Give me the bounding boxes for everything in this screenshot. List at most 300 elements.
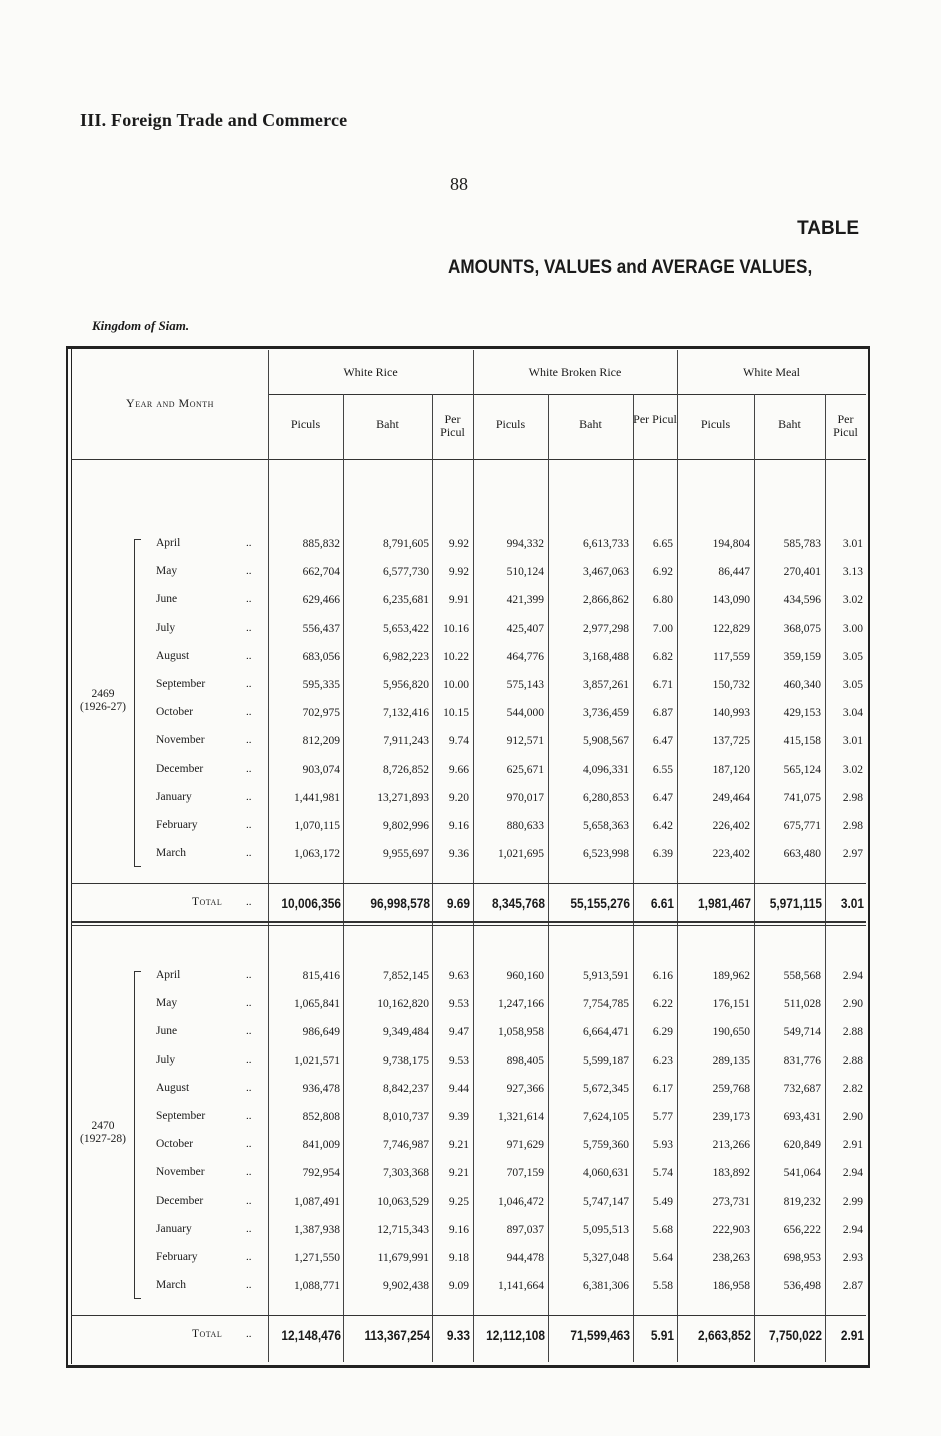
table-cell: 176,151 <box>712 998 750 1011</box>
table-cell: 2.93 <box>842 1252 863 1264</box>
table-cell: 5,095,513 <box>583 1223 629 1236</box>
total-cell: 9.33 <box>446 1327 470 1343</box>
table-cell: 1,271,550 <box>294 1252 340 1264</box>
table-cell: 9.21 <box>448 1167 469 1180</box>
table-cell: 7,852,145 <box>383 970 429 982</box>
leader-dots: .. <box>246 706 252 719</box>
table-cell: 6,381,306 <box>583 1280 629 1293</box>
table-cell: 239,173 <box>712 1111 750 1123</box>
table-cell: 10.00 <box>443 679 469 691</box>
table-cell: 6.16 <box>652 970 673 982</box>
total-cell: 5.91 <box>650 1327 674 1343</box>
year-span-label: (1926-27) <box>80 701 126 714</box>
table-cell: 213,266 <box>712 1139 750 1152</box>
table-cell: 707,159 <box>506 1167 544 1180</box>
table-cell: 831,776 <box>783 1054 821 1067</box>
table-cell: 4,096,331 <box>583 763 629 776</box>
month-label: February <box>156 1251 198 1263</box>
month-label: October <box>156 1138 194 1151</box>
table-cell: 5,658,363 <box>583 820 629 832</box>
table-cell: 249,464 <box>712 791 750 804</box>
leader-dots: .. <box>246 1138 252 1151</box>
table-cell: 3,736,459 <box>583 707 629 720</box>
table-cell: 238,263 <box>712 1252 750 1264</box>
table-cell: 880,633 <box>506 820 544 832</box>
leader-dots: .. <box>246 969 252 981</box>
table-cell: 2.87 <box>842 1280 863 1293</box>
total-cell: 12,148,476 <box>281 1327 341 1343</box>
total-cell: 1,981,467 <box>698 895 751 911</box>
table-cell: 415,158 <box>783 735 821 748</box>
table-cell: 2.88 <box>842 1054 863 1067</box>
year-label: 2469 <box>91 688 115 701</box>
table-cell: 1,088,771 <box>294 1280 340 1293</box>
table-cell: 3.05 <box>842 650 863 663</box>
table-cell: 464,776 <box>506 650 544 663</box>
table-cell: 11,679,991 <box>377 1252 429 1264</box>
total-cell: 12,112,108 <box>486 1327 545 1343</box>
header-bottom-rule <box>71 459 866 460</box>
table-cell: 1,046,472 <box>498 1195 544 1208</box>
table-cell: 6.23 <box>652 1054 673 1067</box>
table-cell: 7,624,105 <box>583 1111 629 1123</box>
table-cell: 194,804 <box>712 538 750 550</box>
table-cell: 6.55 <box>652 763 673 776</box>
year-month-header: Year and Month <box>126 396 214 410</box>
table-cell: 675,771 <box>783 820 821 832</box>
leader-dots: .. <box>246 1251 252 1263</box>
total-cell: 7,750,022 <box>769 1327 822 1343</box>
table-cell: 852,808 <box>302 1111 340 1123</box>
month-label: April <box>156 969 181 981</box>
table-cell: 986,649 <box>302 1026 340 1039</box>
table-cell: 6.22 <box>652 998 673 1011</box>
table-cell: 7,746,987 <box>383 1139 429 1152</box>
table-cell: 6.92 <box>652 566 673 579</box>
table-cell: 971,629 <box>506 1139 544 1152</box>
table-cell: 9.18 <box>448 1252 469 1264</box>
total-cell: 8,345,768 <box>492 895 545 911</box>
table-cell: 5,908,567 <box>583 735 629 748</box>
table-cell: 9,802,996 <box>383 820 429 832</box>
table-cell: 565,124 <box>783 763 821 776</box>
table-cell: 2.82 <box>842 1082 863 1095</box>
group-header: White Meal <box>743 365 800 379</box>
total-cell: 10,006,356 <box>281 895 341 911</box>
table-cell: 1,087,491 <box>294 1195 340 1208</box>
table-label: TABLE <box>797 218 859 239</box>
leader-dots: .. <box>246 621 252 634</box>
month-label: September <box>156 678 206 690</box>
table-cell: 6.71 <box>652 679 673 691</box>
table-cell: 6.39 <box>652 848 673 861</box>
table-cell: 3,168,488 <box>583 650 629 663</box>
table-cell: 625,671 <box>506 763 544 776</box>
table-cell: 683,056 <box>302 650 340 663</box>
table-cell: 903,074 <box>302 763 340 776</box>
table-cell: 9.39 <box>448 1111 469 1123</box>
table-cell: 122,829 <box>712 622 750 635</box>
table-cell: 1,441,981 <box>294 791 340 804</box>
table-cell: 3.01 <box>842 735 863 748</box>
total-cell: 3.01 <box>840 895 864 911</box>
table-cell: 9.16 <box>448 1223 469 1236</box>
table-cell: 6,280,853 <box>583 791 629 804</box>
table-cell: 5,599,187 <box>583 1054 629 1067</box>
year-brace <box>134 971 141 1299</box>
table-cell: 5.49 <box>652 1195 673 1208</box>
table-cell: 511,028 <box>784 998 821 1011</box>
table-cell: 8,842,237 <box>383 1082 429 1095</box>
table-cell: 5.64 <box>652 1252 673 1264</box>
table-cell: 9,738,175 <box>383 1054 429 1067</box>
month-label: June <box>156 1025 178 1038</box>
column-rule <box>268 350 269 1362</box>
table-cell: 6,982,223 <box>383 650 429 663</box>
table-cell: 927,366 <box>506 1082 544 1095</box>
table-cell: 6,235,681 <box>383 594 429 607</box>
table-cell: 541,064 <box>783 1167 821 1180</box>
table-cell: 7,303,368 <box>383 1167 429 1180</box>
month-label: December <box>156 1194 204 1207</box>
table-cell: 3.01 <box>842 538 863 550</box>
table-cell: 812,209 <box>302 735 340 748</box>
table-cell: 9.53 <box>448 998 469 1011</box>
table-cell: 10,162,820 <box>377 998 429 1011</box>
leader-dots: .. <box>246 819 252 831</box>
table-cell: 226,402 <box>712 820 750 832</box>
table-cell: 1,021,695 <box>498 848 544 861</box>
leader-dots: .. <box>246 790 252 803</box>
table-cell: 3,857,261 <box>583 679 629 691</box>
table-cell: 2.98 <box>842 791 863 804</box>
table-cell: 259,768 <box>712 1082 750 1095</box>
leader-dots: .. <box>246 1110 252 1122</box>
table-cell: 143,090 <box>712 594 750 607</box>
total-label: Total <box>192 896 223 908</box>
table-cell: 9.63 <box>448 970 469 982</box>
table-cell: 2.90 <box>842 1111 863 1123</box>
table-cell: 8,726,852 <box>383 763 429 776</box>
table-cell: 5,747,147 <box>583 1195 629 1208</box>
column-header: Piculs <box>700 417 731 431</box>
column-header: Piculs <box>290 417 321 431</box>
table-cell: 3.05 <box>842 679 863 691</box>
column-header: Baht <box>579 417 602 431</box>
month-label: August <box>156 649 190 662</box>
table-cell: 86,447 <box>718 566 750 579</box>
table-cell: 434,596 <box>783 594 821 607</box>
total-cell: 2,663,852 <box>698 1327 751 1343</box>
table-cell: 9.09 <box>448 1280 469 1293</box>
leader-dots: .. <box>246 997 252 1010</box>
leader-dots: .. <box>246 847 252 860</box>
table-cell: 5.74 <box>652 1167 673 1180</box>
table-cell: 186,958 <box>712 1280 750 1293</box>
leader-dots: .. <box>246 734 252 747</box>
table-cell: 9.21 <box>448 1139 469 1152</box>
table-cell: 223,402 <box>712 848 750 861</box>
table-cell: 702,975 <box>302 707 340 720</box>
region-label: Kingdom of Siam. <box>92 318 190 333</box>
leader-dots: .. <box>246 762 252 775</box>
section-heading: III. Foreign Trade and Commerce <box>80 110 348 130</box>
table-cell: 698,953 <box>783 1252 821 1264</box>
leader-dots: .. <box>246 1053 252 1066</box>
table-cell: 9.47 <box>448 1026 469 1039</box>
leader-dots: .. <box>246 565 252 578</box>
table-cell: 994,332 <box>506 538 544 550</box>
table-cell: 6.47 <box>652 791 673 804</box>
table-cell: 575,143 <box>506 679 544 691</box>
table-cell: 9.16 <box>448 820 469 832</box>
table-cell: 885,832 <box>302 538 340 550</box>
table-cell: 9.74 <box>448 735 469 748</box>
table-cell: 187,120 <box>712 763 750 776</box>
table-cell: 6.82 <box>652 650 673 663</box>
table-cell: 2.91 <box>842 1139 863 1152</box>
month-label: March <box>156 1279 187 1292</box>
table-cell: 510,124 <box>506 566 544 579</box>
table-cell: 5.58 <box>652 1280 673 1293</box>
month-label: January <box>156 1222 192 1235</box>
table-cell: 359,159 <box>783 650 821 663</box>
table-cell: 6.17 <box>652 1082 673 1095</box>
table-cell: 13,271,893 <box>377 791 429 804</box>
total-cell: 96,998,578 <box>370 895 430 911</box>
table-cell: 2.94 <box>842 1167 863 1180</box>
table-cell: 936,478 <box>302 1082 340 1095</box>
table-cell: 9.36 <box>448 848 469 861</box>
month-label: November <box>156 734 205 747</box>
month-label: May <box>156 565 178 578</box>
table-cell: 9.25 <box>448 1195 469 1208</box>
table-frame-inner-rule <box>71 346 72 1364</box>
leader-dots: .. <box>246 1025 252 1038</box>
leader-dots: .. <box>246 1081 252 1094</box>
table-cell: 9.20 <box>448 791 469 804</box>
table-cell: 7,754,785 <box>583 998 629 1011</box>
table-cell: 5,956,820 <box>383 679 429 691</box>
leader-dots: .. <box>246 593 252 606</box>
table-cell: 4,060,631 <box>583 1167 629 1180</box>
table-cell: 6.42 <box>652 820 673 832</box>
table-cell: 620,849 <box>783 1139 821 1152</box>
table-cell: 5.68 <box>652 1223 673 1236</box>
table-cell: 5.93 <box>652 1139 673 1152</box>
table-cell: 8,010,737 <box>383 1111 429 1123</box>
table-cell: 3.13 <box>842 566 863 579</box>
leader-dots: .. <box>246 537 252 549</box>
table-cell: 1,247,166 <box>498 998 544 1011</box>
total-cell: 55,155,276 <box>570 895 630 911</box>
table-cell: 9.66 <box>448 763 469 776</box>
column-header: Baht <box>376 417 399 431</box>
leader-dots: .. <box>246 1279 252 1292</box>
table-cell: 425,407 <box>506 622 544 635</box>
table-cell: 9,349,484 <box>383 1026 429 1039</box>
table-cell: 421,399 <box>506 594 544 607</box>
table-cell: 5,913,591 <box>583 970 629 982</box>
table-cell: 544,000 <box>506 707 544 720</box>
table-cell: 7,132,416 <box>383 707 429 720</box>
month-label: February <box>156 819 198 831</box>
table-cell: 3,467,063 <box>583 566 629 579</box>
table-cell: 6,523,998 <box>583 848 629 861</box>
column-header: Baht <box>778 417 801 431</box>
total-cell: 2.91 <box>840 1327 864 1343</box>
table-cell: 5.77 <box>652 1111 673 1123</box>
leader-dots: .. <box>246 649 252 662</box>
total-label: Total <box>192 1328 223 1340</box>
table-cell: 662,704 <box>302 566 340 579</box>
table-cell: 9.92 <box>448 566 469 579</box>
table-cell: 137,725 <box>712 735 750 748</box>
table-cell: 6.87 <box>652 707 673 720</box>
table-cell: 5,672,345 <box>583 1082 629 1095</box>
year-label: 2470 <box>91 1120 115 1133</box>
table-cell: 7,911,243 <box>383 735 429 748</box>
table-cell: 183,892 <box>712 1167 750 1180</box>
leader-dots: .. <box>246 1328 252 1340</box>
table-cell: 2.88 <box>842 1026 863 1039</box>
month-label: May <box>156 997 178 1010</box>
table-cell: 944,478 <box>506 1252 544 1264</box>
leader-dots: .. <box>246 1194 252 1207</box>
table-cell: 6.65 <box>652 538 673 550</box>
table-cell: 693,431 <box>783 1111 821 1123</box>
table-cell: 585,783 <box>783 538 821 550</box>
table-cell: 368,075 <box>783 622 821 635</box>
month-label: April <box>156 537 181 549</box>
table-cell: 140,993 <box>712 707 750 720</box>
column-header: Per Picul <box>833 412 858 439</box>
table-cell: 5,327,048 <box>583 1252 629 1264</box>
table-cell: 9.92 <box>448 538 469 550</box>
table-cell: 960,160 <box>506 970 544 982</box>
table-cell: 7.00 <box>652 622 673 635</box>
year-span-label: (1927-28) <box>80 1133 126 1146</box>
month-label: July <box>156 621 176 634</box>
table-cell: 3.04 <box>842 707 863 720</box>
table-cell: 897,037 <box>506 1223 544 1236</box>
group-header: White Broken Rice <box>528 365 622 379</box>
table-cell: 898,405 <box>506 1054 544 1067</box>
table-cell: 9.53 <box>448 1054 469 1067</box>
table-cell: 741,075 <box>783 791 821 804</box>
table-cell: 2.94 <box>842 970 863 982</box>
total-cell: 6.61 <box>650 895 674 911</box>
month-label: March <box>156 847 187 860</box>
table-cell: 3.02 <box>842 763 863 776</box>
table-cell: 270,401 <box>783 566 821 579</box>
table-cell: 819,232 <box>783 1195 821 1208</box>
year-brace <box>134 539 141 867</box>
table-cell: 558,568 <box>783 970 821 982</box>
leader-dots: .. <box>246 896 252 908</box>
table-cell: 1,063,172 <box>294 848 340 861</box>
table-cell: 10.22 <box>443 650 469 663</box>
leader-dots: .. <box>246 1222 252 1235</box>
table-cell: 1,387,938 <box>294 1223 340 1236</box>
month-label: July <box>156 1053 176 1066</box>
table-cell: 6.80 <box>652 594 673 607</box>
leader-dots: .. <box>246 678 252 690</box>
total-rule-top <box>71 1315 866 1316</box>
table-cell: 1,021,571 <box>294 1054 340 1067</box>
table-cell: 6.47 <box>652 735 673 748</box>
total-cell: 5,971,115 <box>769 895 822 911</box>
month-label: September <box>156 1110 206 1122</box>
table-cell: 9.91 <box>448 594 469 607</box>
month-label: October <box>156 706 194 719</box>
table-cell: 6,664,471 <box>583 1026 629 1039</box>
month-label: December <box>156 762 204 775</box>
table-cell: 556,437 <box>302 622 340 635</box>
table-cell: 1,065,841 <box>294 998 340 1011</box>
table-cell: 841,009 <box>302 1139 340 1152</box>
total-cell: 113,367,254 <box>364 1327 430 1343</box>
table-cell: 190,650 <box>712 1026 750 1039</box>
month-label: January <box>156 790 192 803</box>
column-header: Piculs <box>495 417 526 431</box>
table-cell: 117,559 <box>713 650 750 663</box>
table-cell: 2.97 <box>842 848 863 861</box>
table-cell: 3.00 <box>842 622 863 635</box>
page-number: 88 <box>450 174 468 194</box>
table-cell: 289,135 <box>712 1054 750 1067</box>
table-cell: 663,480 <box>783 848 821 861</box>
table-cell: 150,732 <box>712 679 750 691</box>
table-cell: 5,759,360 <box>583 1139 629 1152</box>
table-cell: 970,017 <box>506 791 544 804</box>
table-cell: 2.98 <box>842 820 863 832</box>
total-cell: 71,599,463 <box>570 1327 630 1343</box>
header-group-rule <box>268 394 866 395</box>
table-cell: 3.02 <box>842 594 863 607</box>
table-title: AMOUNTS, VALUES and AVERAGE VALUES, <box>448 257 813 278</box>
table-cell: 792,954 <box>302 1167 340 1180</box>
table-cell: 1,141,664 <box>498 1280 544 1293</box>
table-cell: 5,653,422 <box>383 622 429 635</box>
table-cell: 2.99 <box>842 1195 863 1208</box>
leader-dots: .. <box>246 1166 252 1179</box>
table-cell: 1,070,115 <box>294 820 340 832</box>
table-cell: 460,340 <box>783 679 821 691</box>
total-cell: 9.69 <box>446 895 470 911</box>
period-separator-rule <box>71 921 866 923</box>
table-cell: 10,063,529 <box>377 1195 429 1208</box>
table-cell: 6,613,733 <box>583 538 629 550</box>
table-cell: 6.29 <box>652 1026 673 1039</box>
table-cell: 912,571 <box>506 735 544 748</box>
table-cell: 9,955,697 <box>383 848 429 861</box>
table-cell: 9.44 <box>448 1082 469 1095</box>
table-cell: 629,466 <box>302 594 340 607</box>
table-cell: 2.94 <box>842 1223 863 1236</box>
table-cell: 9,902,438 <box>383 1280 429 1293</box>
table-cell: 595,335 <box>302 679 340 691</box>
table-cell: 10.15 <box>443 707 469 720</box>
table-cell: 549,714 <box>783 1026 821 1039</box>
table-cell: 732,687 <box>783 1082 821 1095</box>
table-cell: 8,791,605 <box>383 538 429 550</box>
table-cell: 12,715,343 <box>377 1223 429 1236</box>
month-label: November <box>156 1166 205 1179</box>
table-cell: 1,058,958 <box>498 1026 544 1039</box>
table-cell: 815,416 <box>302 970 340 982</box>
table-cell: 2,866,862 <box>583 594 629 607</box>
